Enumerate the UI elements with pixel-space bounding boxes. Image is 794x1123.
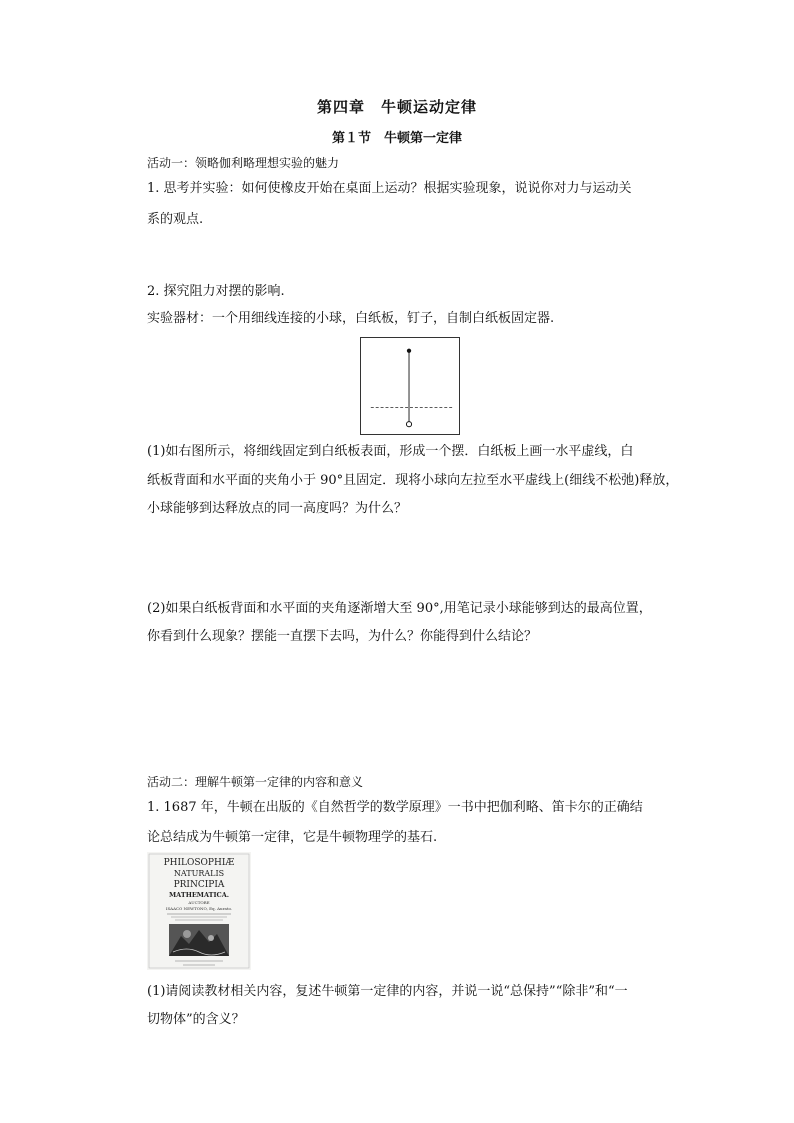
principia-title-page-image [147, 852, 251, 970]
section-title: 第１节 牛顿第一定律 [331, 131, 462, 146]
activity2-p1-line1: (1)请阅读教材相关内容，复述牛顿第一定律的内容，并说一说“总保持”“除非”和“一 [147, 984, 628, 999]
pendulum-ball [406, 422, 411, 427]
activity1-p1-line2: 纸板背面和水平面的夹角小于 90°且固定．现将小球向左拉至水平虚线上(细线不松弛)释放， [147, 473, 679, 488]
activity1-q1-line1: 1. 思考并实验：如何使橡皮开始在桌面上运动？根据实验现象，说说你对力与运动关 [147, 181, 632, 196]
book-title-line4: MATHEMATICA. [168, 891, 230, 899]
activity1-p2-line1: (2)如果白纸板背面和水平面的夹角逐渐增大至 90°,用笔记录小球能够到达的最高位置， [147, 601, 652, 616]
activity1-p1-line3: 小球能够到达释放点的同一高度吗？为什么？ [147, 501, 408, 516]
activity1-q1-line2: 系的观点. [147, 212, 204, 227]
book-engraving [169, 924, 229, 956]
activity1-q2: 2. 探究阻力对摆的影响. [147, 284, 285, 299]
activity2-heading: 活动二：理解牛顿第一定律的内容和意义 [147, 775, 364, 789]
book-title-line1: PHILOSOPHIÆ [163, 858, 235, 868]
activity1-heading: 活动一：领略伽利略理想实验的魅力 [147, 156, 340, 170]
pendulum-nail [407, 349, 411, 353]
pendulum-figure [360, 337, 460, 435]
book-title-line2: NATURALIS [173, 869, 225, 878]
book-title-line3: PRINCIPIA [173, 880, 225, 890]
activity1-materials: 实验器材：一个用细线连接的小球，白纸板，钉子，自制白纸板固定器. [147, 311, 555, 326]
activity1-p2-line2: 你看到什么现象？摆能一直摆下去吗，为什么？你能得到什么结论？ [147, 629, 538, 644]
book-title-line6: ISAACO NEWTONO, Eq. Aurato. [165, 906, 233, 911]
activity2-p1-line2: 切物体”的含义？ [147, 1012, 245, 1027]
activity2-q1-line2: 论总结成为牛顿第一定律，它是牛顿物理学的基石. [147, 830, 438, 845]
book-title-line5: AUCTORE [188, 900, 210, 905]
chapter-title: 第四章 牛顿运动定律 [316, 98, 477, 116]
activity1-p1-line1: (1)如右图所示，将细线固定到白纸板表面，形成一个摆．白纸板上画一水平虚线，白 [147, 444, 634, 459]
activity2-q1-line1: 1. 1687 年，牛顿在出版的《自然哲学的数学原理》一书中把伽利略、笛卡尔的正确结 [147, 800, 643, 815]
